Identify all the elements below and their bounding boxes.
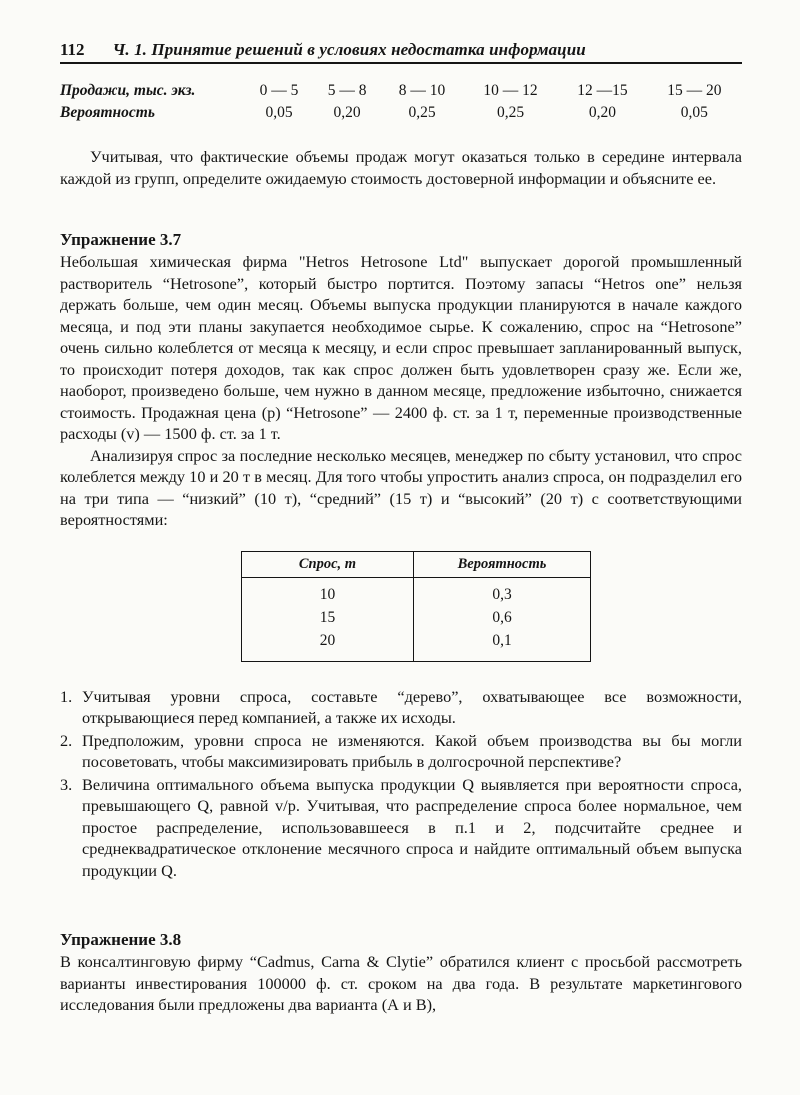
- demand-table-header: [242, 551, 591, 577]
- exercise-3-7-paragraph-2: Анализируя спрос за последние несколько месяцев, менеджер по сбыту установил, что спрос колеблется между 10 и 20 т в месяц. Для того чтобы упростить анализ спроса, он подразделил его на три типа — “низкий” (10 т), “средний” (15 т) и “высокий” (20 т) с соответствующими вероятностями:: [60, 445, 742, 529]
- demand-probability-table: [241, 551, 591, 662]
- probability-column-header: Вероятность: [414, 551, 591, 577]
- probability-row-label: Вероятность: [60, 104, 155, 121]
- task-number: 3.: [60, 774, 73, 794]
- sales-range-cell: 8 — 10: [398, 82, 446, 99]
- probability-cell: 0,05: [680, 104, 708, 121]
- demand-table-wrapper: [90, 551, 742, 662]
- task-text: Учитывая уровни спроса, составьте “дерево”, охватывающее все возможности, открывающиеся перед компанией, а также их исходы.: [82, 686, 742, 727]
- list-item: [60, 730, 742, 773]
- table-row: [242, 629, 591, 662]
- sales-distribution-table: [60, 80, 742, 124]
- sales-range-cell: 10 — 12: [483, 82, 538, 99]
- exercise-3-7-title: Упражнение 3.7: [60, 230, 182, 249]
- exercise-3-8-title: Упражнение 3.8: [60, 930, 182, 949]
- probability-cell: 0,05: [265, 104, 293, 121]
- probability-row: [60, 102, 742, 124]
- sales-range-cell: 0 — 5: [259, 82, 299, 99]
- sales-range-cell: 15 — 20: [667, 82, 722, 99]
- demand-cell: 20: [242, 629, 414, 662]
- exercise-3-8-paragraph-1: В консалтинговую фирму “Cadmus, Carna & Clytie” обратился клиент с просьбой рассмотреть варианты инвестирования 100000 ф. ст. сроком на два года. В результате маркетингового исследования были предложены два варианта (А и В),: [60, 952, 742, 1014]
- sales-row-label: Продажи, тыс. экз.: [60, 82, 196, 99]
- table-row: [242, 577, 591, 606]
- probability-cell: 0,25: [408, 104, 436, 121]
- demand-cell: 10: [242, 577, 414, 606]
- task-text: Величина оптимального объема выпуска продукции Q выявляется при вероятности спроса, превышающего Q, равной v/p. Учитывая, что распределение спроса более нормальное, чем простое распределение, использовавшееся в п.1 и 2, подсчитайте среднее и среднеквадратическое отклонение месячного спроса и найдите оптимальный объем выпуска продукции Q.: [82, 774, 742, 880]
- demand-cell: 15: [242, 606, 414, 629]
- list-item: [60, 774, 742, 882]
- probability-cell: 0,6: [492, 608, 512, 626]
- probability-cell: 0,25: [496, 104, 525, 121]
- sales-range-row: [60, 80, 742, 102]
- sales-range-cell: 12 —15: [577, 82, 628, 99]
- probability-cell: 0,20: [588, 104, 616, 121]
- probability-cell: 0,3: [492, 585, 512, 603]
- probability-cell: 0,20: [333, 104, 361, 121]
- demand-column-header: Спрос, т: [242, 551, 414, 577]
- table-row: [242, 606, 591, 629]
- sales-range-cell: 5 — 8: [327, 82, 367, 99]
- probability-cell: 0,1: [492, 631, 512, 649]
- task-text: Предположим, уровни спроса не изменяются. Какой объем производства вы бы могли посоветовать, чтобы максимизировать прибыль в долгосрочной перспективе?: [82, 730, 742, 771]
- book-page: [60, 40, 742, 1016]
- exercise-3-7-paragraph-1: Небольшая химическая фирма "Hetros Hetrosone Ltd" выпускает дорогой промышленный растворитель “Hetrosone”, который быстро портится. Поэтому запасы “Hetros one” нельзя держать больше, чем один месяц. Объемы выпуска продукции планируются в начале каждого месяца, и под эти планы закупается необходимое сырье. К сожалению, спрос на “Hetrosone” очень сильно колеблется от месяца к месяцу, и если спрос превышает запланированный выпуск, то происходит потеря доходов, так как спрос должен быть удовлетворен сразу же. Если же, наоборот, произведено больше, чем нужно в данном месяце, предложение избыточно, снижается стоимость. Продажная цена (р) “Hetrosone” — 2400 ф. ст. за 1 т, переменные производственные расходы (v) — 1500 ф. ст. за 1 т.: [60, 252, 742, 443]
- task-number: 1.: [60, 686, 73, 706]
- page-number: 112: [60, 40, 85, 59]
- intro-paragraph: Учитывая, что фактические объемы продаж могут оказаться только в середине интервала каждой из групп, определите ожидаемую стоимость достоверной информации и объясните ее.: [60, 147, 742, 188]
- running-header: [60, 40, 742, 64]
- running-title: Ч. 1. Принятие решений в условиях недостатка информации: [112, 40, 586, 59]
- list-item: [60, 686, 742, 729]
- task-list: [60, 686, 742, 882]
- task-number: 2.: [60, 730, 73, 750]
